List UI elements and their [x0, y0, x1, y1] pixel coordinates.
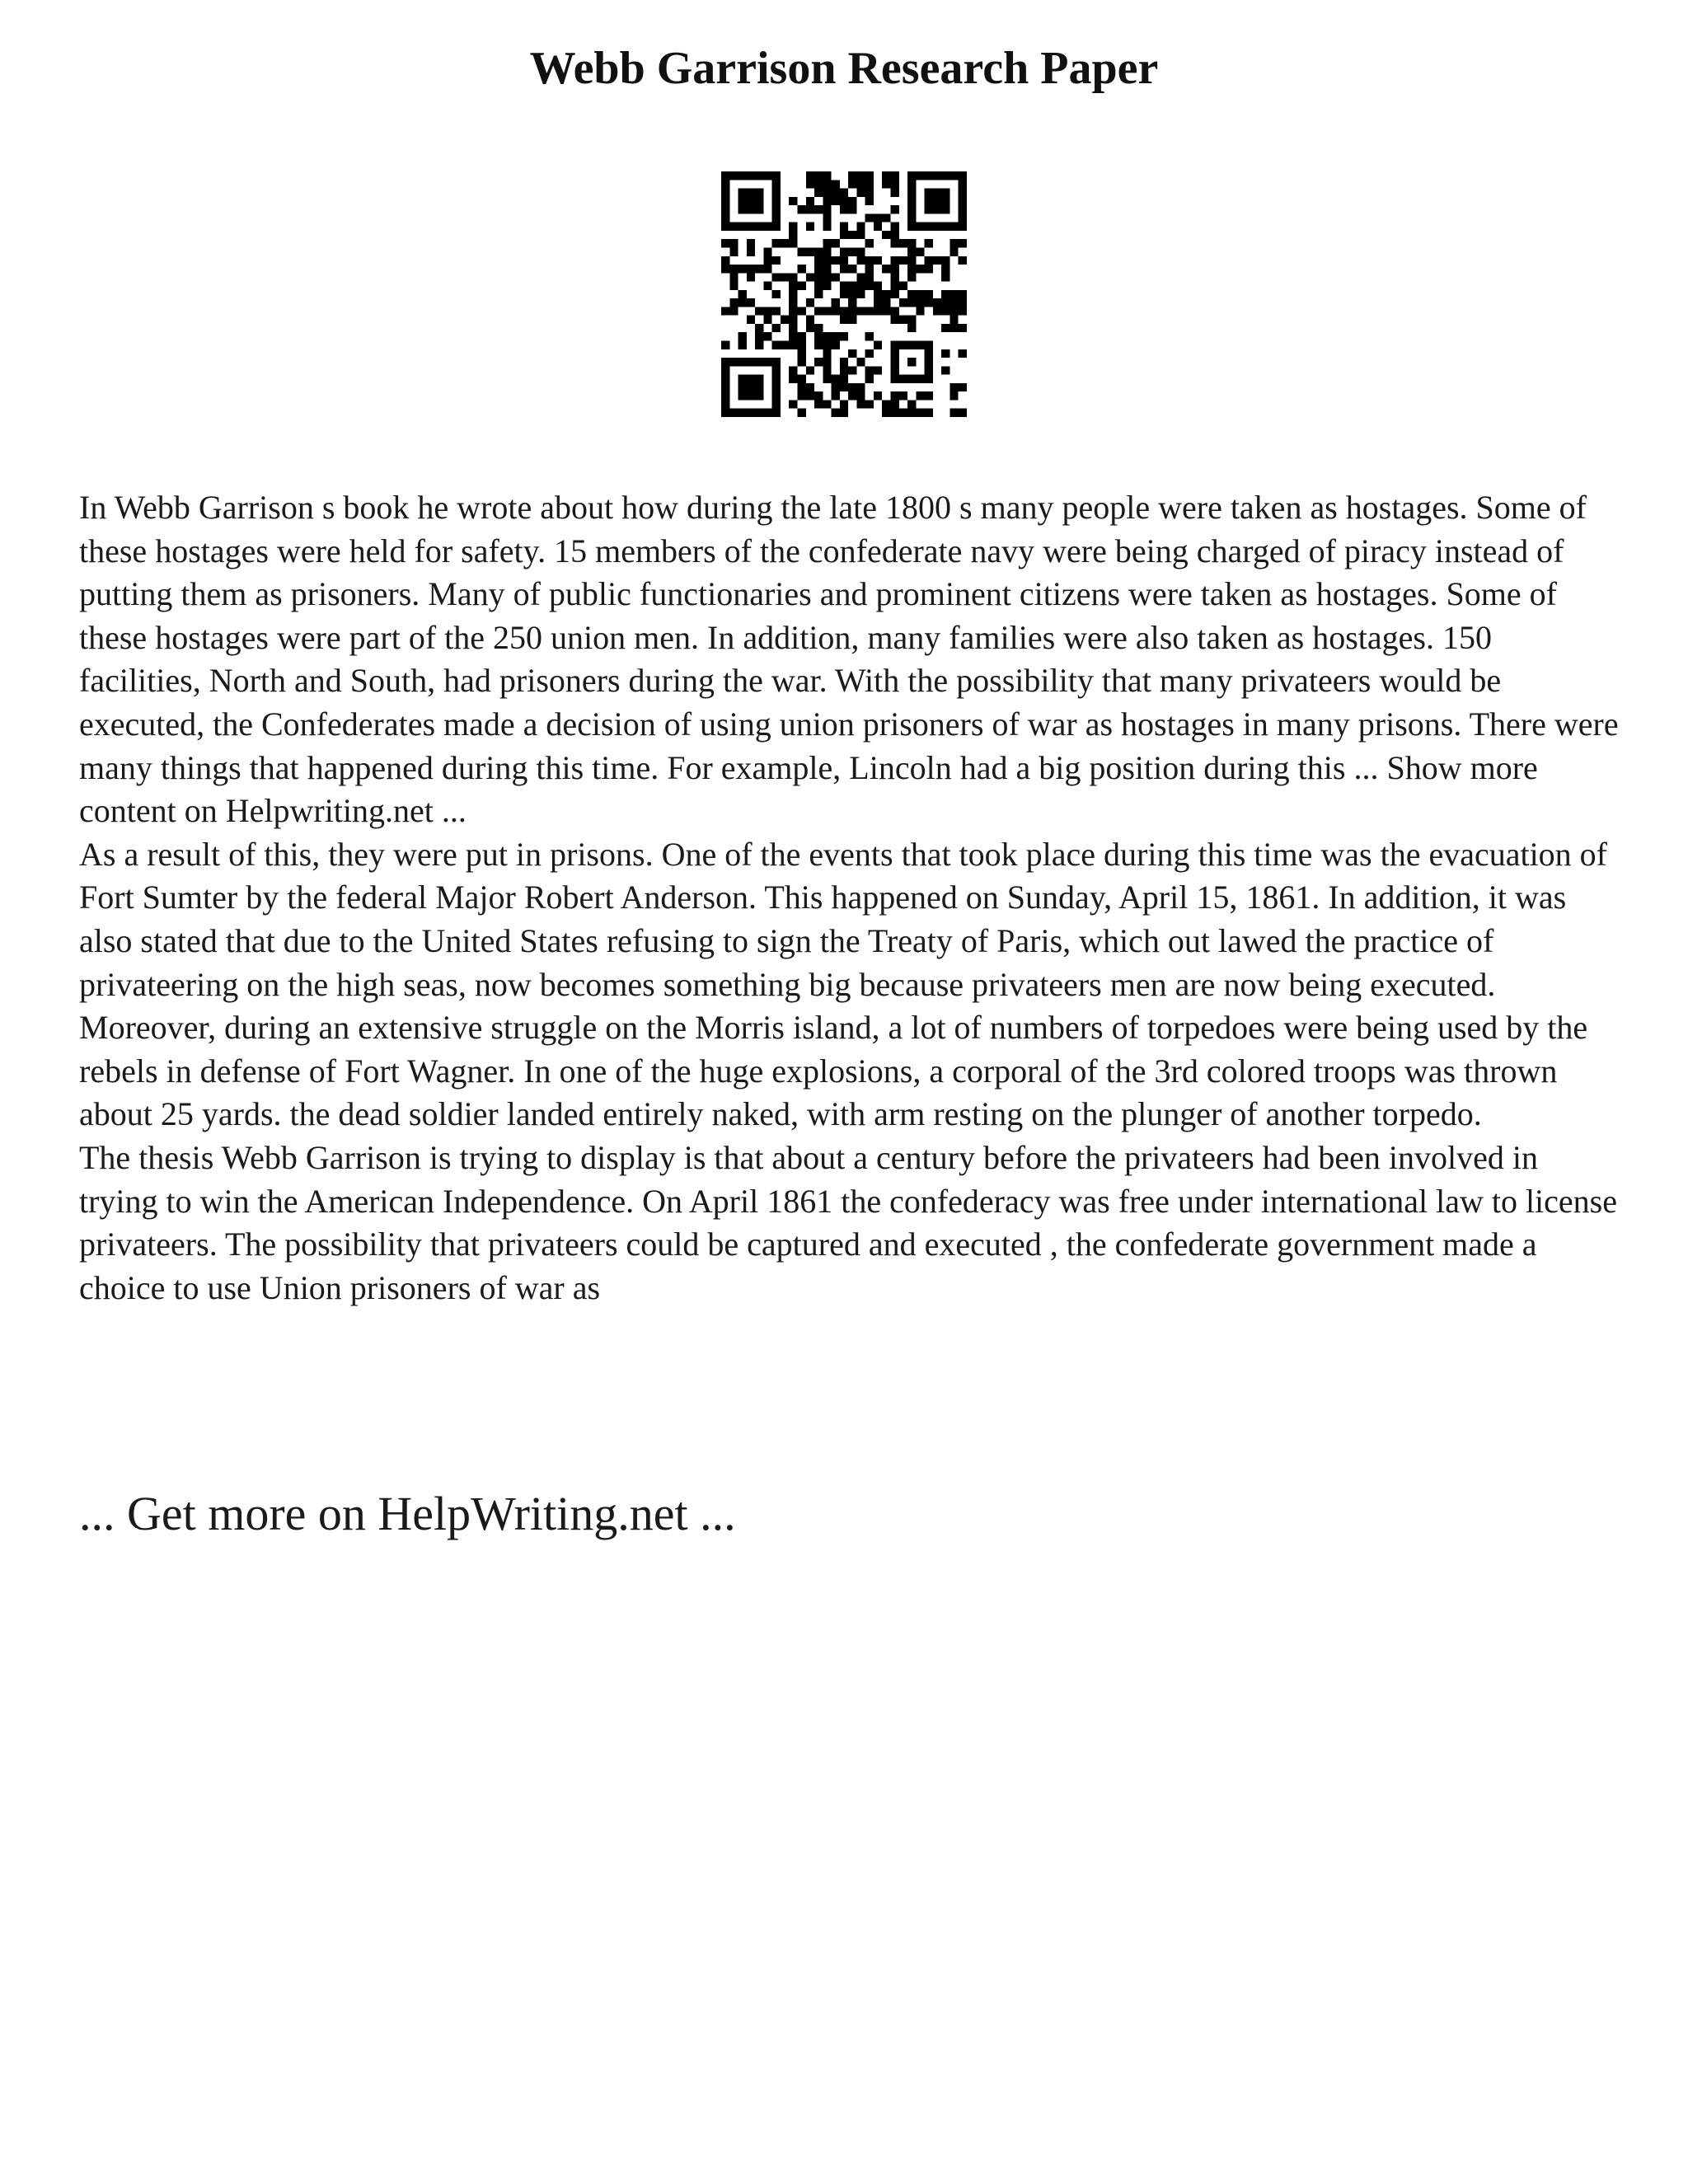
- get-more-link[interactable]: ... Get more on HelpWriting.net ...: [79, 1487, 736, 1540]
- paragraph-3: Moreover, during an extensive struggle on the Morris island, a lot of numbers of torpedoes were being used by the rebels in defense of Fort Wagner. In one of the huge explosions, a corporal of the 3rd colored troops was thrown about 25 yards. the dead soldier landed entirely naked, with arm resting on the plunger of another torpedo.: [79, 1009, 1588, 1133]
- body-text: [79, 486, 1620, 1310]
- qr-code-icon: [721, 171, 967, 417]
- paragraph-1: In Webb Garrison s book he wrote about how during the late 1800 s many people were taken as hostages. Some of these hostages were held for safety. 15 members of the confederate navy were being charged of piracy instead of putting them as prisoners. Many of public functionaries and prominent citizens were taken as hostages. Some of these hostages were part of the 250 union men. In addition, many families were also taken as hostages. 150 facilities, North and South, had prisoners during the war. With the possibility that many privateers would be executed, the Confederates made a decision of using union prisoners of war as hostages in many prisons. There were many things that happened during this time. For example, Lincoln had a big position during this ... Show more content on Helpwriting.net ...: [79, 489, 1619, 830]
- page-title: Webb Garrison Research Paper: [529, 43, 1159, 94]
- paragraph-4: The thesis Webb Garrison is trying to display is that about a century before the privateers had been involved in trying to win the American Independence. On April 1861 the confederacy was free under international law to license privateers. The possibility that privateers could be captured and executed , the confederate government made a choice to use Union prisoners of war as: [79, 1138, 1617, 1306]
- paragraph-2: As a result of this, they were put in prisons. One of the events that took place during this time was the evacuation of Fort Sumter by the federal Major Robert Anderson. This happened on Sunday, April 15, 1861. In addition, it was also stated that due to the United States refusing to sign the Treaty of Paris, which out lawed the practice of privateering on the high seas, now becomes something big because privateers men are now being executed.: [79, 835, 1608, 1003]
